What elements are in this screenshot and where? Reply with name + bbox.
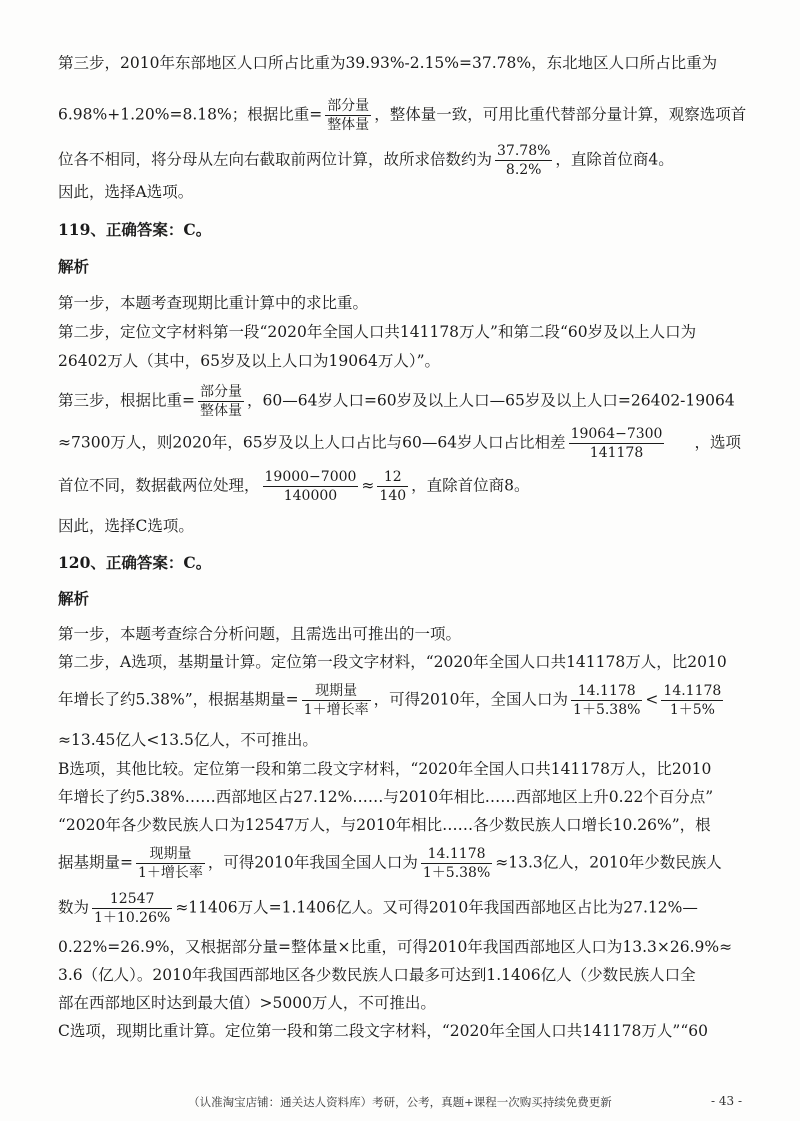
paragraph-line: 第一步，本题考查综合分析问题，且需选出可推出的一项。 — [58, 625, 462, 643]
paragraph-line: 年增长了约5.38%”，根据基期量= 现期量 1＋增长率 ，可得2010年，全国人口为 $\frac{14.1178}{1+5.38\%}$ < $\frac{14.1178}{1+5\%}$ — [58, 683, 722, 718]
fraction: 部分量 整体量 — [200, 384, 242, 419]
answer-heading: 119、正确答案：C。 — [58, 220, 212, 239]
analysis-heading: 解析 — [58, 257, 90, 276]
fraction: $\frac{19000-7000}{140000}$ — [264, 469, 357, 504]
analysis-heading: 解析 — [58, 589, 90, 608]
page-number: - 43 - — [710, 1094, 742, 1108]
paragraph-line: 据基期量= 现期量 1＋增长率 ，可得2010年我国全国人口为 $\frac{14.1178}{1+5.38\%}$ ≈13.3亿人，2010年少数民族人 — [58, 846, 722, 881]
page-footer: （认准淘宝店铺：通关达人资料库）考研，公考，真题+课程一次购买持续免费更新 — [188, 1095, 612, 1109]
answer-heading: 120、正确答案：C。 — [58, 553, 212, 572]
paragraph-line: 3.6（亿人）。2010年我国西部地区各少数民族人口最多可达到1.1406亿人（少数民族人口全 — [58, 966, 696, 984]
paragraph-line: 第二步，A选项，基期量计算。定位第一段文字材料，“2020年全国人口共141178万人，比2010 — [58, 653, 727, 671]
fraction: 现期量 1＋增长率 — [303, 683, 369, 718]
paragraph-line: 部在西部地区时达到最大值）>5000万人，不可推出。 — [58, 994, 436, 1012]
paragraph-line: 位各不相同，将分母从左向右截取前两位计算，故所求倍数约为 $\frac{37.78\%}{8.2\%}$ ，直除首位商4。 — [58, 143, 674, 178]
paragraph-line: 第三步，根据比重= 部分量 整体量 ，60—64岁人口=60岁及以上人口—65岁及以上人口=26402-19064 — [58, 384, 735, 419]
paragraph-line: “2020年各少数民族人口为12547万人，与2010年相比……各少数民族人口增长10.26%”，根 — [58, 816, 711, 834]
fraction: $\frac{14.1178}{1+5\%}$ — [663, 683, 722, 718]
fraction: $\frac{12}{140}$ — [379, 469, 407, 504]
paragraph-line: 6.98%+1.20%=8.18%；根据比重= 部分量 整体量 ，整体量一致，可用比重代替部分量计算，观察选项首 — [58, 98, 747, 133]
fraction: 现期量 1＋增长率 — [138, 846, 203, 881]
fraction: $\frac{19064-7300}{141178}$ — [570, 426, 663, 461]
paragraph-line: 0.22%=26.9%，又根据部分量=整体量×比重，可得2010年我国西部地区人口为13.3×26.9%≈ — [58, 938, 733, 956]
paragraph-line: 数为 $\frac{12547}{1+10.26\%}$ ≈11406万人=1.1406亿人。又可得2010年我国西部地区占比为27.12%— — [58, 891, 698, 926]
paragraph-line: 26402万人（其中，65岁及以上人口为19064万人）”。 — [58, 352, 441, 370]
fraction: $\frac{14.1178}{1+5.38\%}$ — [422, 846, 491, 881]
fraction: 部分量 整体量 — [327, 98, 370, 133]
paragraph-line: 年增长了约5.38%……西部地区占27.12%……与2010年相比……西部地区上升0.22个百分点” — [58, 788, 714, 806]
fraction: $\frac{12547}{1+10.26\%}$ — [94, 891, 171, 926]
paragraph-line: ≈7300万人，则2020年，65岁及以上人口占比与60—64岁人口占比相差 $\frac{19064-7300}{141178}$ ，选项 — [58, 426, 741, 461]
paragraph-line: C选项，现期比重计算。定位第一段和第二段文字材料，“2020年全国人口共141178万人”“60 — [58, 1022, 708, 1040]
paragraph-line: 第二步，定位文字材料第一段“2020年全国人口共141178万人”和第二段“60岁及以上人口为 — [58, 323, 697, 341]
paragraph-line: B选项，其他比较。定位第一段和第二段文字材料，“2020年全国人口共141178万人，比2010 — [58, 760, 712, 778]
fraction: $\frac{14.1178}{1+5.38\%}$ — [573, 683, 641, 718]
fraction: $\frac{37.78\%}{8.2\%}$ — [497, 143, 551, 178]
paragraph-line: 首位不同，数据截两位处理， $\frac{19000-7000}{140000}$ ≈ $\frac{12}{140}$ ，直除首位商8。 — [58, 469, 530, 504]
paragraph-line: 因此，选择C选项。 — [58, 517, 194, 535]
paragraph-line: ≈13.45亿人<13.5亿人，不可推出。 — [58, 731, 318, 749]
paragraph-line: 第一步，本题考查现期比重计算中的求比重。 — [58, 294, 369, 312]
paragraph-line: 第三步，2010年东部地区人口所占比重为39.93%-2.15%=37.78%，东北地区人口所占比重为 — [58, 54, 718, 72]
paragraph-line: 因此，选择A选项。 — [58, 183, 194, 201]
